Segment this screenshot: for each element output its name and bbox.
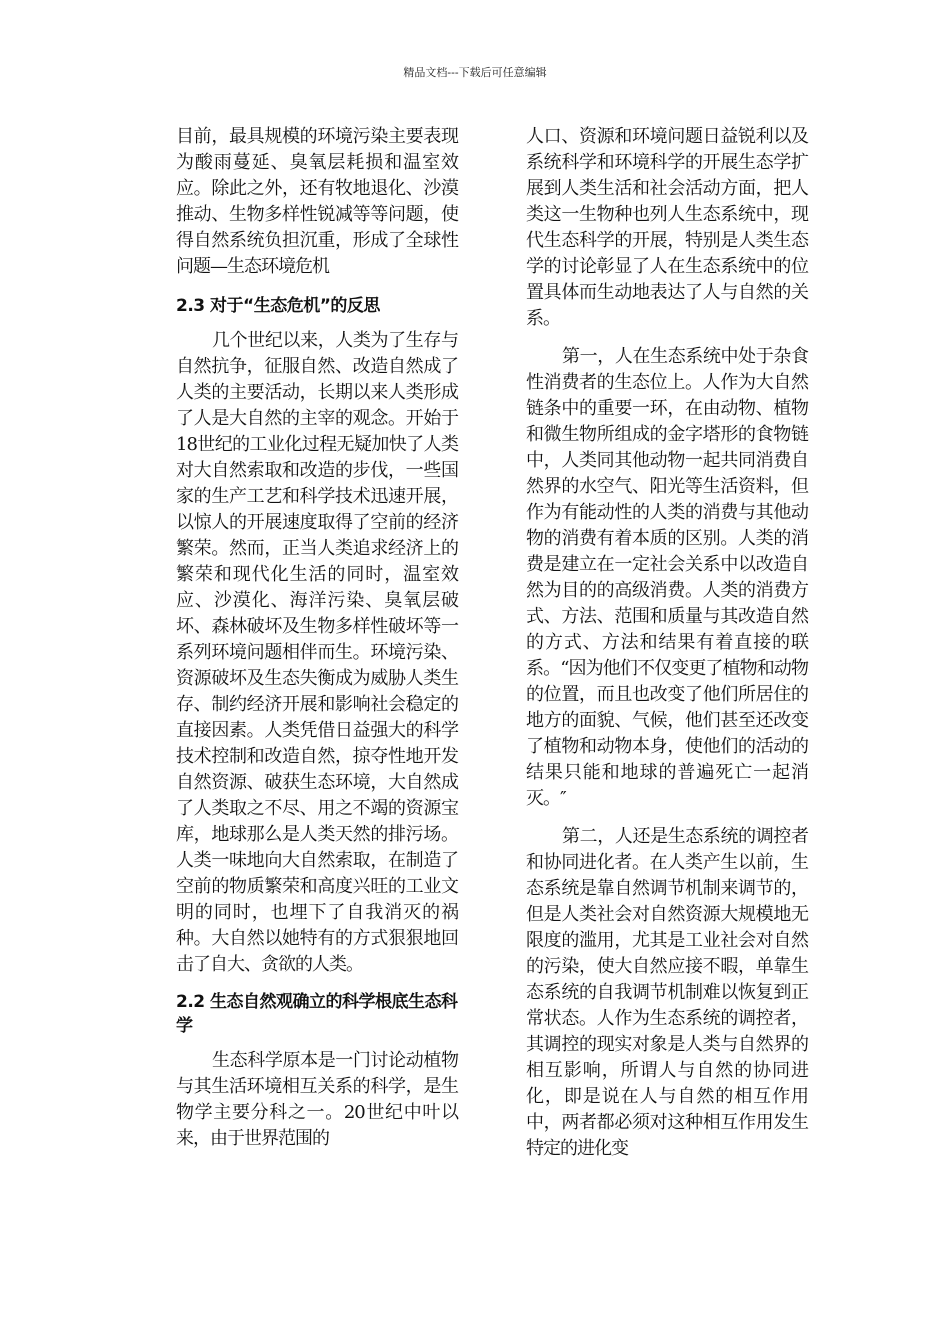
section-heading-2-2: 2.2 生态自然观确立的科学根底生态科学 bbox=[176, 992, 458, 1036]
section-heading-2-3: 2.3 对于“生态危机”的反思 bbox=[176, 296, 380, 316]
intro-paragraph: 目前，最具规模的环境污染主要表现为酸雨蔓延、臭氧层耗损和温室效应。除此之外，还有牧地退化、沙漠推动、生物多样性锐减等等问题，使得自然系统负担沉重，形成了全球性问题—生态环境危机 bbox=[176, 126, 458, 277]
second-point-paragraph: 第二，人还是生态系统的调控者和协同进化者。在人类产生以前，生态系统是靠自然调节机制来调节的，但是人类社会对自然资源大规模地无限度的滥用，尤其是工业社会对自然的污染，使大自然应接不暇，单靠生态系统的自我调节机制难以恢复到正常状态。人作为生态系统的调控者，其调控的现实对象是人类与自然界的相互影响，所谓人与自然的协同进化，即是说在人与自然的相互作用中，两者都必须对这种相互作用发生特定的进化变 bbox=[526, 826, 808, 1159]
section-2-3-paragraph: 几个世纪以来，人类为了生存与自然抗争，征服自然、改造自然成了人类的主要活动，长期以来人类形成了人是大自然的主宰的观念。开始于18世纪的工业化过程无疑加快了人类对大自然索取和改造的步伐，一些国家的生产工艺和科学技术迅速开展，以惊人的开展速度取得了空前的经济繁荣。然而，正当人类追求经济上的繁荣和现代化生活的同时，温室效应、沙漠化、海洋污染、臭氧层破坏、森林破坏及生物多样性破坏等一系列环境问题相伴而生。环境污染、资源破坏及生态失衡成为威胁人类生存、制约经济开展和影响社会稳定的直接因素。人类凭借日益强大的科学技术控制和改造自然，掠夺性地开发自然资源、破获生态环境，大自然成了人类取之不尽、用之不竭的资源宝库，地球那么是人类天然的排污场。人类一味地向大自然索取，在制造了空前的物质繁荣和高度兴旺的工业文明的同时，也埋下了自我消灭的祸种。大自然以她特有的方式狠狠地回击了自大、贪欲的人类。 bbox=[176, 330, 458, 975]
left-column bbox=[176, 124, 458, 1152]
right-column bbox=[526, 124, 808, 1162]
first-point-paragraph: 第一，人在生态系统中处于杂食性消费者的生态位上。人作为大自然链条中的重要一环，在由动物、植物和微生物所组成的金字塔形的食物链中，人类同其他动物一起共同消费自然界的水空气、阳光等生活资料，但作为有能动性的人类的消费与其他动物的消费有着本质的区别。人类的消费是建立在一定社会关系中以改造自然为目的的高级消费。人类的消费方式、方法、范围和质量与其改造自然的方式、方法和结果有着直接的联系。“因为他们不仅变更了植物和动物的位置，而且也改变了他们所居住的地方的面貌、气候，他们甚至还改变了植物和动物本身，使他们的活动的结果只能和地球的普遍死亡一起消灭。″ bbox=[526, 346, 808, 809]
continuation-paragraph: 人口、资源和环境问题日益锐利以及系统科学和环境科学的开展生态学扩展到人类生活和社会活动方面，把人类这一生物种也列人生态系统中，现代生态科学的开展，特别是人类生态学的讨论彰显了人在生态系统中的位置具体而生动地表达了人与自然的关系。 bbox=[526, 126, 808, 329]
section-2-2-paragraph: 生态科学原本是一门讨论动植物与其生活环境相互关系的科学，是生物学主要分科之一。20世纪中叶以来，由于世界范围的 bbox=[176, 1050, 458, 1149]
page-header: 精品文档---下载后可任意编辑 bbox=[403, 66, 547, 79]
